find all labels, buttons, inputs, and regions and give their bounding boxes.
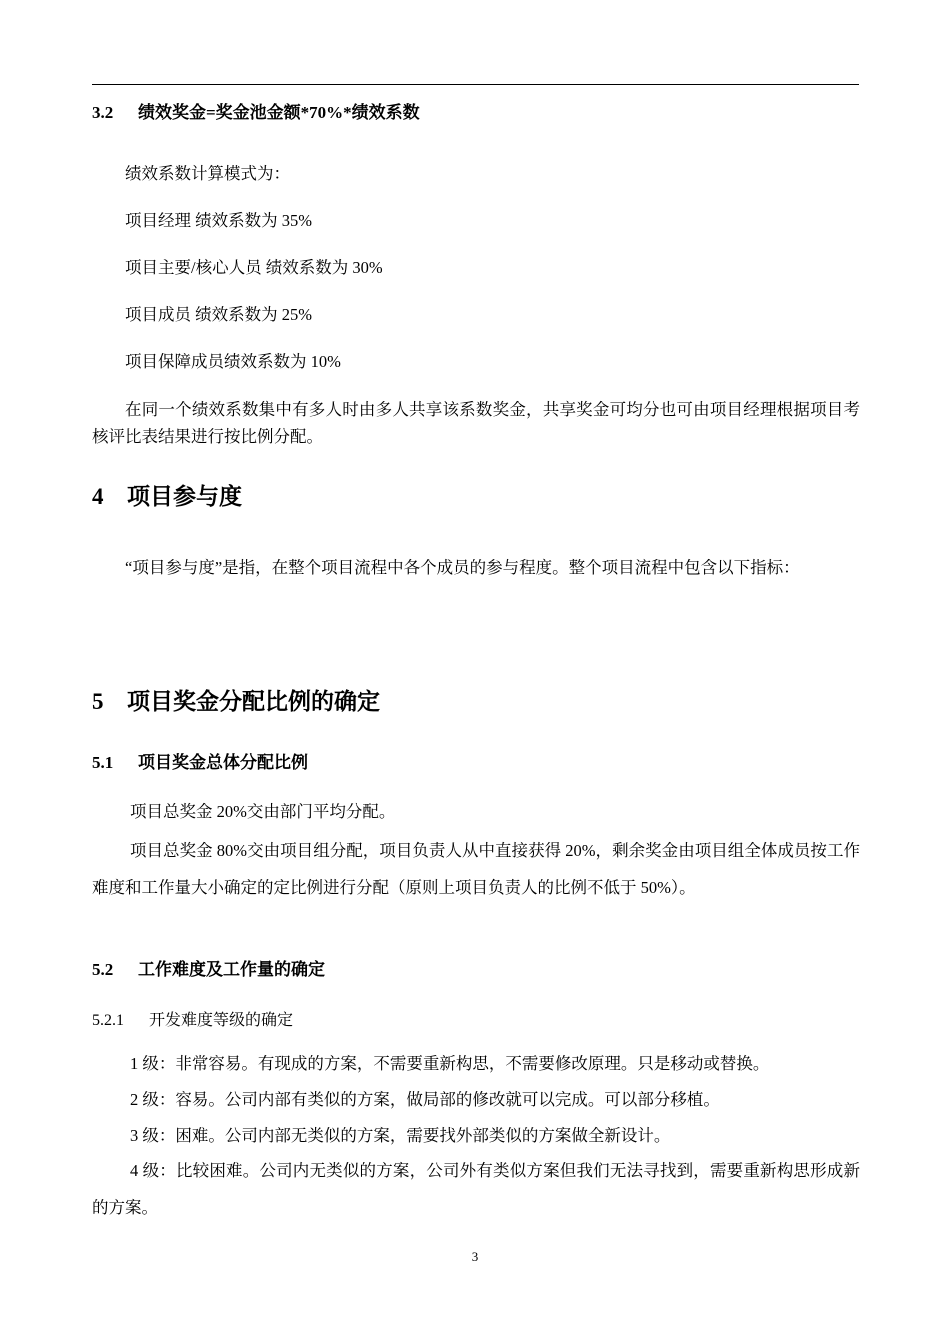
section-5-heading xyxy=(92,683,380,716)
coefficient-mode-label: 绩效系数计算模式为： xyxy=(125,164,290,183)
section-number: 5.2 xyxy=(92,960,114,979)
section-title: 项目奖金总体分配比例 xyxy=(138,753,308,772)
difficulty-level-2: 2 级：容易。公司内部有类似的方案，做局部的修改就可以完成。可以部分移植。 xyxy=(130,1090,720,1109)
department-share-line: 项目总奖金 20%交由部门平均分配。 xyxy=(130,802,396,821)
section-title: 项目奖金分配比例的确定 xyxy=(127,689,380,714)
section-5-1-heading xyxy=(92,748,308,773)
section-title: 绩效奖金=奖金池金额*70%*绩效系数 xyxy=(138,103,420,122)
header-rule xyxy=(92,84,859,85)
section-4-heading xyxy=(92,478,242,511)
difficulty-level-4: 4 级：比较困难。公司内无类似的方案，公司外有类似方案但我们无法寻找到，需要重新构思形成新的方案。 xyxy=(92,1161,860,1217)
section-5-2-heading xyxy=(92,955,325,980)
section-title: 项目参与度 xyxy=(127,484,242,509)
section-title: 开发难度等级的确定 xyxy=(149,1012,294,1029)
section-title: 工作难度及工作量的确定 xyxy=(138,960,325,979)
team-share-paragraph: 项目总奖金 80%交由项目组分配，项目负责人从中直接获得 20%，剩余奖金由项目组全体成员按工作难度和工作量大小确定的定比例进行分配（原则上项目负责人的比例不低于 50%）。 xyxy=(92,841,860,897)
difficulty-level-1: 1 级：非常容易。有现成的方案，不需要重新构思，不需要修改原理。只是移动或替换。 xyxy=(130,1054,770,1073)
section-number: 4 xyxy=(92,484,104,509)
coefficient-line-support: 项目保障成员绩效系数为 10% xyxy=(125,352,341,371)
coefficient-line-core: 项目主要/核心人员 绩效系数为 30% xyxy=(125,258,383,277)
participation-paragraph: “项目参与度”是指，在整个项目流程中各个成员的参与程度。整个项目流程中包含以下指标： xyxy=(125,558,800,577)
coefficient-line-member: 项目成员 绩效系数为 25% xyxy=(125,305,312,324)
section-5-2-1-heading xyxy=(92,1007,293,1030)
page-number: 3 xyxy=(471,1249,479,1264)
section-number: 3.2 xyxy=(92,103,114,122)
section-number: 5.2.1 xyxy=(92,1012,124,1029)
coefficient-line-manager: 项目经理 绩效系数为 35% xyxy=(125,211,312,230)
section-3-2-heading xyxy=(92,98,420,123)
section-number: 5.1 xyxy=(92,753,114,772)
difficulty-level-3: 3 级：困难。公司内部无类似的方案，需要找外部类似的方案做全新设计。 xyxy=(130,1126,671,1145)
shared-bonus-paragraph: 在同一个绩效系数集中有多人时由多人共享该系数奖金，共享奖金可均分也可由项目经理根据项目考核评比表结果进行按比例分配。 xyxy=(92,400,860,446)
section-number: 5 xyxy=(92,689,104,714)
